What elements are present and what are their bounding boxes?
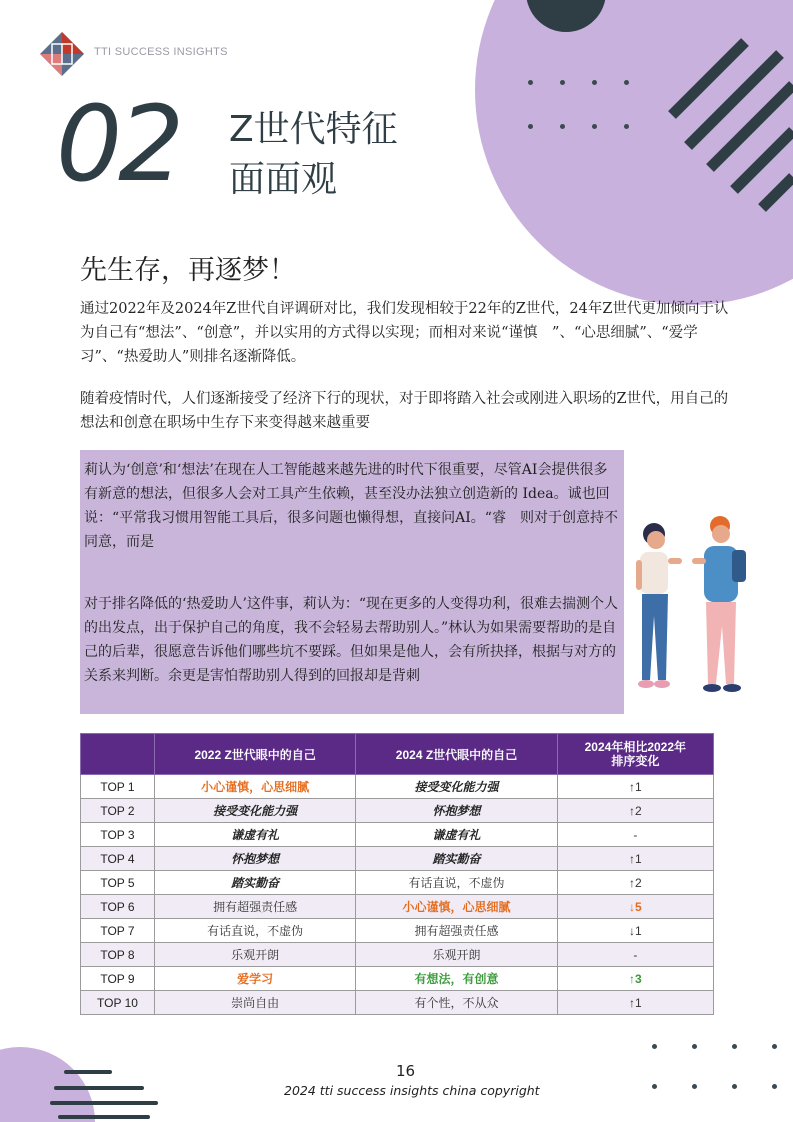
table-row <box>81 871 714 895</box>
rank-cell: TOP 5 <box>81 871 155 895</box>
section-title-line1: Z世代特征 <box>229 109 398 150</box>
table-row <box>81 847 714 871</box>
y2024-cell: 小心谨慎，心思细腻 <box>356 895 557 919</box>
y2024-cell: 拥有超强责任感 <box>356 919 557 943</box>
table-row <box>81 991 714 1015</box>
bottom-lavender-circle <box>0 1047 95 1122</box>
change-cell: ↑1 <box>557 847 713 871</box>
y2022-cell: 小心谨慎，心思细腻 <box>154 775 355 799</box>
table-row <box>81 919 714 943</box>
rank-cell: TOP 3 <box>81 823 155 847</box>
table-row <box>81 823 714 847</box>
change-cell: ↑2 <box>557 799 713 823</box>
ranking-table <box>80 733 714 1015</box>
rank-cell: TOP 6 <box>81 895 155 919</box>
change-cell: ↓5 <box>557 895 713 919</box>
y2022-cell: 有话直说，不虚伪 <box>154 919 355 943</box>
change-cell: ↑3 <box>557 967 713 991</box>
y2024-cell: 乐观开朗 <box>356 943 557 967</box>
header-2024: 2024 Z世代眼中的自己 <box>356 734 557 775</box>
y2024-cell: 有话直说，不虚伪 <box>356 871 557 895</box>
subtitle: 先生存，再逐梦！ <box>80 255 296 286</box>
paragraph-2: 随着疫情时代，人们逐渐接受了经济下行的现状，对于即将踏入社会或刚进入职场的Z世代，用自己的想法和创意在职场中生存下来变得越来越重要 <box>80 391 729 431</box>
rank-cell: TOP 8 <box>81 943 155 967</box>
change-cell: ↑1 <box>557 775 713 799</box>
y2022-cell: 谦虚有礼 <box>154 823 355 847</box>
rank-cell: TOP 4 <box>81 847 155 871</box>
rank-cell: TOP 10 <box>81 991 155 1015</box>
y2022-cell: 崇尚自由 <box>154 991 355 1015</box>
header-2022: 2022 Z世代眼中的自己 <box>154 734 355 775</box>
table-row <box>81 943 714 967</box>
change-cell: ↑2 <box>557 871 713 895</box>
two-people-illustration <box>616 512 786 702</box>
y2024-cell: 接受变化能力强 <box>356 775 557 799</box>
brand-logo <box>38 30 86 78</box>
y2022-cell: 接受变化能力强 <box>154 799 355 823</box>
copyright-text: 2024 tti success insights china copyright <box>284 1083 540 1098</box>
header-change: 2024年相比2022年 排序变化 <box>557 734 713 775</box>
quote-paragraph-2: 对于排名降低的‘热爱助人’这件事，莉认为：“现在更多的人变得功利，很难去揣测个人的出发点，出于保护自己的角度，我不会轻易去帮助别人。”林认为如果需要帮助的是自己的后辈，很愿意告诉他们哪些坑不要踩。但如果是他人，会有所抉择，根据与对方的关系来判断。余更是害怕帮助别人得到的回报却是背刺 <box>84 596 619 684</box>
change-cell: - <box>557 943 713 967</box>
table-row <box>81 799 714 823</box>
y2022-cell: 爱学习 <box>154 967 355 991</box>
brand-name: TTI SUCCESS INSIGHTS <box>94 46 228 58</box>
y2024-cell: 有个性，不从众 <box>356 991 557 1015</box>
y2022-cell: 乐观开朗 <box>154 943 355 967</box>
rank-cell: TOP 1 <box>81 775 155 799</box>
rank-cell: TOP 9 <box>81 967 155 991</box>
y2022-cell: 怀抱梦想 <box>154 847 355 871</box>
change-cell: - <box>557 823 713 847</box>
y2022-cell: 踏实勤奋 <box>154 871 355 895</box>
page-number: 16 <box>396 1062 416 1080</box>
table-row <box>81 775 714 799</box>
section-number: 02 <box>56 83 181 205</box>
paragraph-1: 通过2022年及2024年Z世代自评调研对比，我们发现相较于22年的Z世代，24年Z世代更加倾向于认为自己有“想法”、“创意”，并以实用的方式得以实现；而相对来说“谨慎 ”、“心思细腻”、“爱学习”、“热爱助人”则排名逐渐降低。 <box>80 301 729 365</box>
table-header-row <box>81 734 714 775</box>
quote-paragraph-1: 莉认为‘创意’和‘想法’在现在人工智能越来越先进的时代下很重要，尽管AI会提供很多有新意的想法，但很多人会对工具产生依赖，甚至没办法独立创造新的 Idea。诚也回说：“平常我习惯用智能工具后，很多问题也懒得想，直接问AI。“睿 则对于创意持不同意，而是 <box>84 462 618 550</box>
y2024-cell: 谦虚有礼 <box>356 823 557 847</box>
header-rank <box>81 734 155 775</box>
rank-cell: TOP 2 <box>81 799 155 823</box>
rank-cell: TOP 7 <box>81 919 155 943</box>
y2024-cell: 怀抱梦想 <box>356 799 557 823</box>
y2024-cell: 踏实勤奋 <box>356 847 557 871</box>
y2022-cell: 拥有超强责任感 <box>154 895 355 919</box>
y2024-cell: 有想法，有创意 <box>356 967 557 991</box>
table-row <box>81 895 714 919</box>
logo-icon <box>38 30 86 78</box>
change-cell: ↑1 <box>557 991 713 1015</box>
table-row <box>81 967 714 991</box>
section-title-line2: 面面观 <box>229 159 338 200</box>
change-cell: ↓1 <box>557 919 713 943</box>
